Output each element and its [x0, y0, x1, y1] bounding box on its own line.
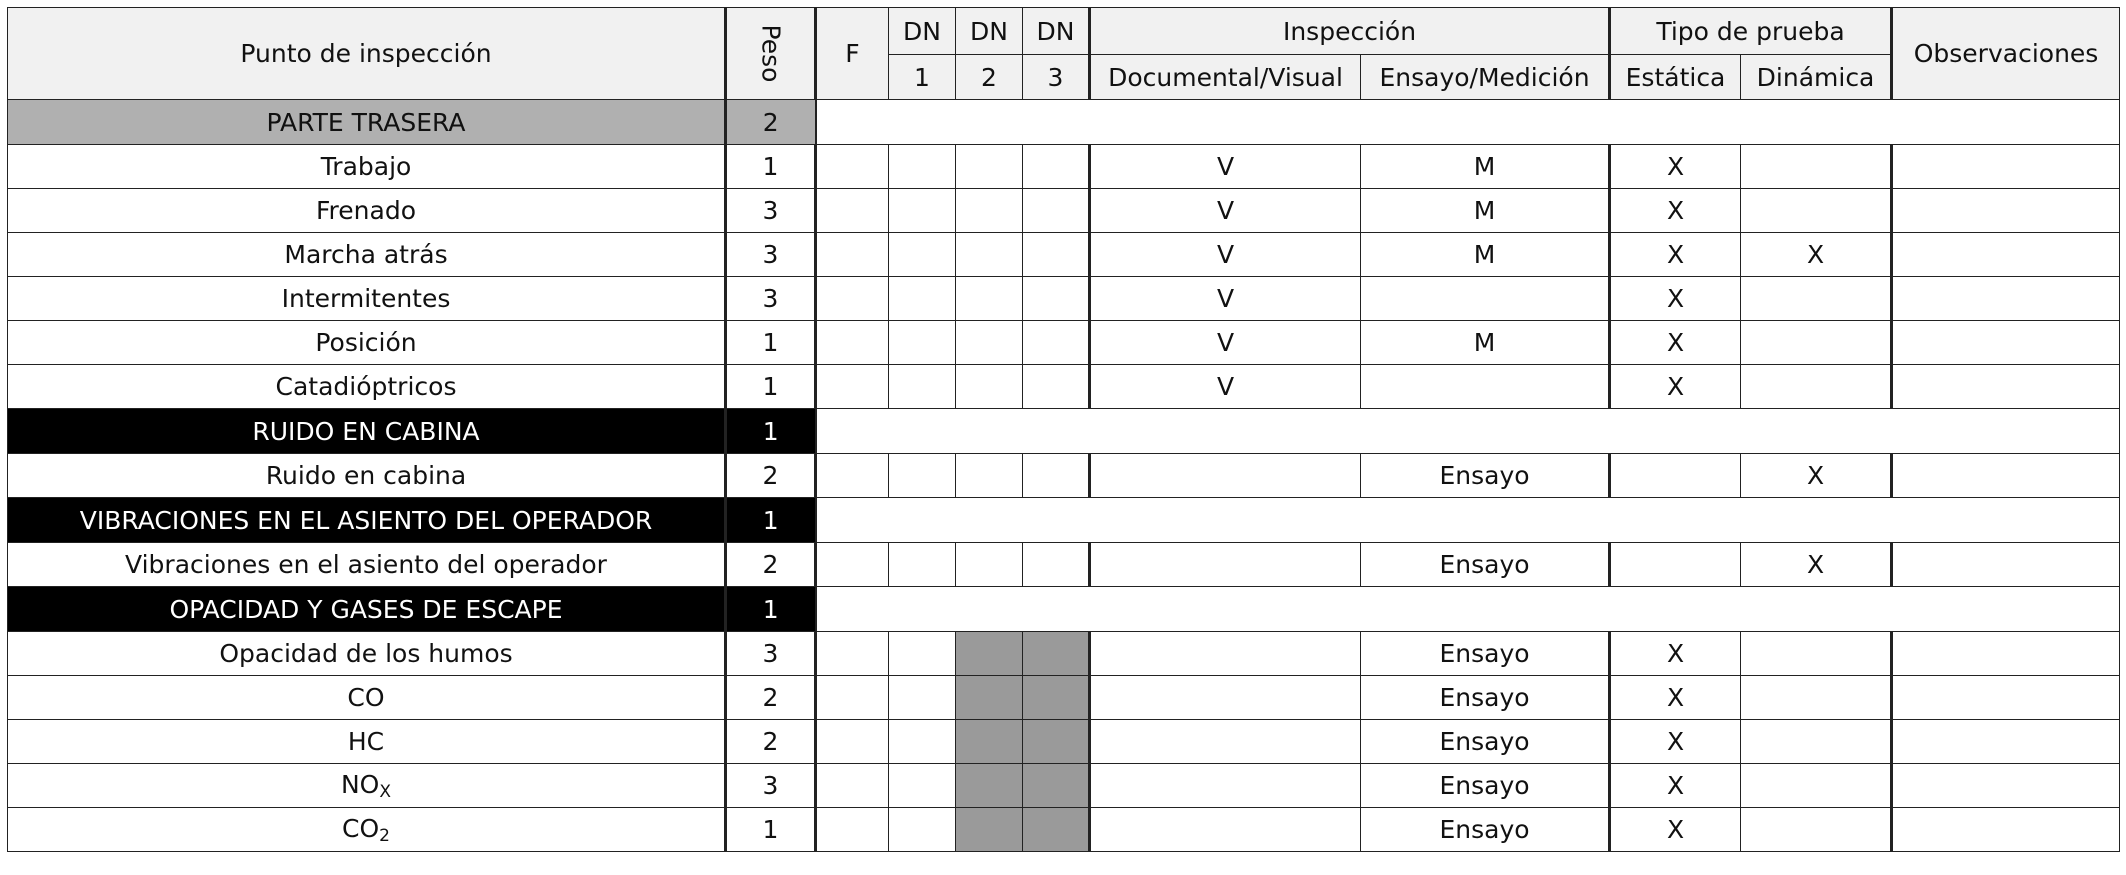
row-weight: 1 [726, 365, 816, 409]
row-label-text: Intermitentes [281, 284, 451, 313]
row-weight: 2 [726, 676, 816, 720]
cell-dinamica [1741, 676, 1892, 720]
table-row [8, 808, 2120, 852]
row-label [8, 145, 726, 189]
cell-documental: V [1090, 277, 1361, 321]
cell-dn3 [1023, 808, 1090, 852]
cell-dn3 [1023, 543, 1090, 587]
cell-dn3 [1023, 365, 1090, 409]
header-dinamica: Dinámica [1741, 55, 1892, 100]
row-label-text: NO [340, 769, 380, 799]
row-weight: 3 [726, 764, 816, 808]
cell-f [816, 277, 889, 321]
table-body [8, 100, 2120, 852]
section-weight: 2 [726, 100, 816, 145]
cell-dn1 [889, 454, 956, 498]
table-row [8, 233, 2120, 277]
section-title: PARTE TRASERA [8, 100, 726, 145]
header-dn2-top: DN [956, 8, 1023, 55]
cell-observaciones [1892, 365, 2120, 409]
header-dn1-bottom: 1 [889, 55, 956, 100]
cell-dn1 [889, 676, 956, 720]
table-row [8, 454, 2120, 498]
cell-observaciones [1892, 676, 2120, 720]
row-label [8, 676, 726, 720]
cell-f [816, 543, 889, 587]
cell-dn1 [889, 632, 956, 676]
cell-dn2 [956, 543, 1023, 587]
row-label [8, 720, 726, 764]
cell-f [816, 632, 889, 676]
cell-documental [1090, 632, 1361, 676]
cell-dn2 [956, 189, 1023, 233]
row-label [8, 543, 726, 587]
cell-dn1 [889, 720, 956, 764]
header-inspeccion: Inspección [1090, 8, 1610, 55]
cell-f [816, 764, 889, 808]
row-label-text: Catadióptricos [275, 372, 457, 401]
cell-dn1 [889, 233, 956, 277]
cell-f [816, 365, 889, 409]
cell-observaciones [1892, 145, 2120, 189]
cell-documental: V [1090, 233, 1361, 277]
cell-dinamica: X [1741, 233, 1892, 277]
row-label [8, 764, 726, 808]
header-tipo-prueba: Tipo de prueba [1610, 8, 1892, 55]
header-ensayo-medicion: Ensayo/Medición [1361, 55, 1610, 100]
cell-ensayo [1361, 277, 1610, 321]
row-label [8, 365, 726, 409]
row-label [8, 632, 726, 676]
cell-dn2 [956, 454, 1023, 498]
cell-observaciones [1892, 277, 2120, 321]
table-row [8, 321, 2120, 365]
cell-dn2 [956, 720, 1023, 764]
cell-dinamica [1741, 145, 1892, 189]
cell-documental [1090, 808, 1361, 852]
cell-ensayo: Ensayo [1361, 543, 1610, 587]
cell-dinamica: X [1741, 454, 1892, 498]
cell-dinamica [1741, 632, 1892, 676]
header-documental-visual: Documental/Visual [1090, 55, 1361, 100]
section-row [8, 587, 2120, 632]
cell-f [816, 321, 889, 365]
row-label-text: Marcha atrás [284, 240, 448, 269]
row-label-text: Opacidad de los humos [219, 639, 513, 668]
section-blank [816, 100, 2120, 145]
row-weight: 3 [726, 233, 816, 277]
cell-dinamica [1741, 808, 1892, 852]
section-title: OPACIDAD Y GASES DE ESCAPE [8, 587, 726, 632]
cell-dn3 [1023, 764, 1090, 808]
row-label-subscript: 2 [379, 825, 390, 846]
cell-documental [1090, 454, 1361, 498]
cell-ensayo: Ensayo [1361, 632, 1610, 676]
cell-documental [1090, 543, 1361, 587]
cell-dn2 [956, 808, 1023, 852]
cell-estatica: X [1610, 189, 1741, 233]
section-row [8, 498, 2120, 543]
cell-dinamica [1741, 365, 1892, 409]
cell-estatica: X [1610, 277, 1741, 321]
row-label-text: CO [342, 813, 380, 843]
cell-f [816, 720, 889, 764]
section-row [8, 409, 2120, 454]
cell-dinamica [1741, 189, 1892, 233]
header-peso: Peso [726, 8, 816, 100]
table-row [8, 632, 2120, 676]
cell-documental: V [1090, 321, 1361, 365]
table-row [8, 676, 2120, 720]
cell-dn1 [889, 189, 956, 233]
cell-dn3 [1023, 277, 1090, 321]
cell-dinamica [1741, 764, 1892, 808]
table-row [8, 145, 2120, 189]
cell-dinamica: X [1741, 543, 1892, 587]
cell-dn3 [1023, 145, 1090, 189]
section-blank [816, 587, 2120, 632]
header-dn1-top: DN [889, 8, 956, 55]
cell-observaciones [1892, 321, 2120, 365]
section-blank [816, 409, 2120, 454]
row-label [8, 808, 726, 852]
cell-dinamica [1741, 277, 1892, 321]
cell-documental: V [1090, 365, 1361, 409]
row-weight: 3 [726, 277, 816, 321]
row-label-text: Frenado [316, 196, 416, 225]
cell-f [816, 808, 889, 852]
row-label [8, 233, 726, 277]
cell-observaciones [1892, 543, 2120, 587]
cell-f [816, 189, 889, 233]
cell-estatica [1610, 454, 1741, 498]
row-weight: 1 [726, 808, 816, 852]
cell-documental: V [1090, 189, 1361, 233]
cell-f [816, 454, 889, 498]
cell-f [816, 145, 889, 189]
row-label-text: CO [347, 683, 385, 712]
table-row [8, 365, 2120, 409]
cell-ensayo: M [1361, 189, 1610, 233]
row-label-text: Vibraciones en el asiento del operador [125, 550, 607, 579]
table-row [8, 764, 2120, 808]
row-label [8, 277, 726, 321]
cell-estatica: X [1610, 808, 1741, 852]
cell-dn2 [956, 277, 1023, 321]
cell-dn3 [1023, 720, 1090, 764]
cell-dn3 [1023, 676, 1090, 720]
cell-dn3 [1023, 454, 1090, 498]
cell-dn3 [1023, 233, 1090, 277]
cell-estatica: X [1610, 365, 1741, 409]
cell-estatica [1610, 543, 1741, 587]
cell-dn1 [889, 808, 956, 852]
cell-dn1 [889, 321, 956, 365]
cell-dn3 [1023, 321, 1090, 365]
cell-dn1 [889, 543, 956, 587]
cell-documental [1090, 764, 1361, 808]
cell-f [816, 676, 889, 720]
cell-estatica: X [1610, 321, 1741, 365]
cell-dn1 [889, 365, 956, 409]
section-title: RUIDO EN CABINA [8, 409, 726, 454]
cell-dinamica [1741, 720, 1892, 764]
cell-ensayo: Ensayo [1361, 808, 1610, 852]
cell-f [816, 233, 889, 277]
cell-ensayo: M [1361, 321, 1610, 365]
table-row [8, 720, 2120, 764]
row-label-text: Trabajo [320, 152, 412, 181]
section-blank [816, 498, 2120, 543]
row-label-subscript: X [379, 781, 392, 802]
cell-ensayo: Ensayo [1361, 764, 1610, 808]
row-weight: 1 [726, 145, 816, 189]
header-estatica: Estática [1610, 55, 1741, 100]
header-f: F [816, 8, 889, 100]
cell-dn2 [956, 676, 1023, 720]
cell-documental: V [1090, 145, 1361, 189]
row-weight: 1 [726, 321, 816, 365]
cell-dn1 [889, 277, 956, 321]
row-weight: 3 [726, 189, 816, 233]
cell-dn2 [956, 233, 1023, 277]
row-weight: 2 [726, 543, 816, 587]
cell-documental [1090, 720, 1361, 764]
cell-estatica: X [1610, 764, 1741, 808]
header-punto: Punto de inspección [8, 8, 726, 100]
cell-dn2 [956, 632, 1023, 676]
cell-observaciones [1892, 632, 2120, 676]
inspection-table [7, 7, 2120, 852]
header-observaciones: Observaciones [1892, 8, 2120, 100]
cell-dn2 [956, 764, 1023, 808]
cell-ensayo: Ensayo [1361, 720, 1610, 764]
cell-dn1 [889, 764, 956, 808]
section-title: VIBRACIONES EN EL ASIENTO DEL OPERADOR [8, 498, 726, 543]
cell-estatica: X [1610, 145, 1741, 189]
row-label [8, 454, 726, 498]
cell-ensayo [1361, 365, 1610, 409]
cell-ensayo: Ensayo [1361, 676, 1610, 720]
row-weight: 2 [726, 720, 816, 764]
cell-observaciones [1892, 189, 2120, 233]
header-dn3-bottom: 3 [1023, 55, 1090, 100]
row-weight: 2 [726, 454, 816, 498]
cell-dn3 [1023, 632, 1090, 676]
cell-observaciones [1892, 808, 2120, 852]
cell-dn1 [889, 145, 956, 189]
cell-dn2 [956, 365, 1023, 409]
row-label-text: Ruido en cabina [265, 461, 467, 490]
table-row [8, 543, 2120, 587]
row-label [8, 321, 726, 365]
section-weight: 1 [726, 409, 816, 454]
cell-documental [1090, 676, 1361, 720]
header-dn3-top: DN [1023, 8, 1090, 55]
section-row [8, 100, 2120, 145]
table-row [8, 277, 2120, 321]
cell-dn2 [956, 145, 1023, 189]
cell-ensayo: M [1361, 145, 1610, 189]
table-row [8, 189, 2120, 233]
section-weight: 1 [726, 587, 816, 632]
cell-estatica: X [1610, 720, 1741, 764]
row-label-text: Posición [315, 328, 417, 357]
section-weight: 1 [726, 498, 816, 543]
row-label [8, 189, 726, 233]
row-weight: 3 [726, 632, 816, 676]
cell-estatica: X [1610, 632, 1741, 676]
cell-dn2 [956, 321, 1023, 365]
row-label-text: HC [347, 727, 385, 756]
header-dn2-bottom: 2 [956, 55, 1023, 100]
cell-estatica: X [1610, 233, 1741, 277]
cell-observaciones [1892, 454, 2120, 498]
cell-observaciones [1892, 720, 2120, 764]
cell-dn3 [1023, 189, 1090, 233]
cell-estatica: X [1610, 676, 1741, 720]
cell-ensayo: M [1361, 233, 1610, 277]
cell-ensayo: Ensayo [1361, 454, 1610, 498]
cell-observaciones [1892, 764, 2120, 808]
cell-observaciones [1892, 233, 2120, 277]
cell-dinamica [1741, 321, 1892, 365]
